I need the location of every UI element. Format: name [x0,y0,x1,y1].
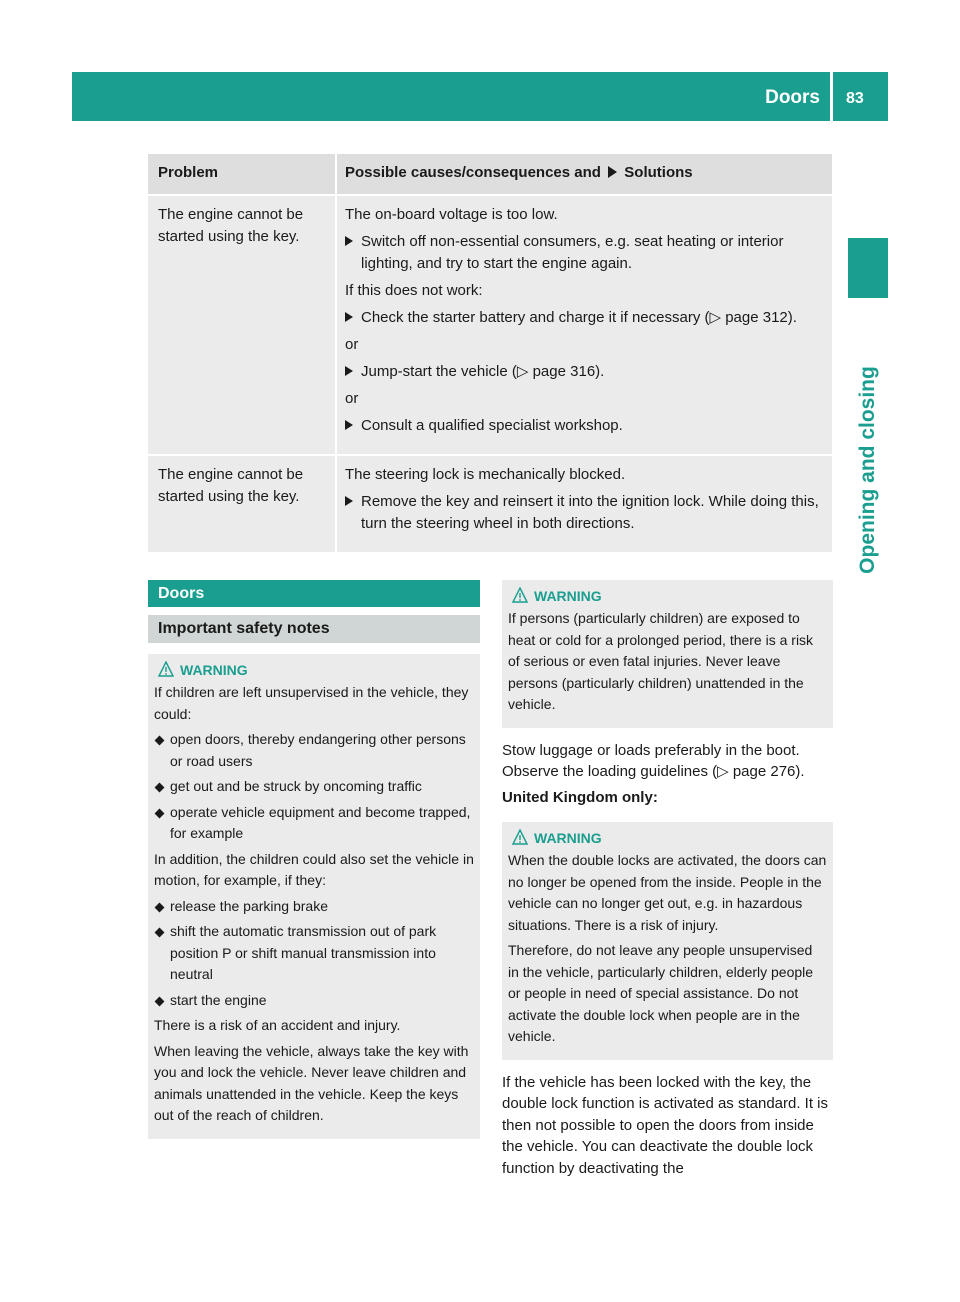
warning-title: WARNING [508,586,827,606]
table-header-problem: Problem [148,154,335,194]
problem-cell: The engine cannot be started using the key. [148,196,335,454]
list-item: operate vehicle equipment and become trapped, for example [154,802,474,845]
bullet-icon [155,996,165,1006]
table-header-solutions: Possible causes/consequences and Solutions [337,154,832,194]
solution-step: Remove the key and reinsert it into the ignition lock. While doing this, turn the steering wheel in both directions. [345,491,826,535]
table-row [148,454,832,552]
problem-cell: The engine cannot be started using the key. [148,456,335,552]
bullet-icon [155,928,165,938]
list-item: open doors, thereby endangering other persons or road users [154,729,474,772]
solution-cell [337,456,832,552]
chapter-label: Opening and closing [856,366,879,574]
bullet-icon [155,808,165,818]
left-column [148,580,480,1139]
or-text: or [345,390,359,407]
solution-step: Consult a qualified specialist workshop. [345,415,826,437]
header-separator [830,72,833,121]
table-header-row [148,154,832,194]
bullet-icon [155,736,165,746]
troubleshooting-table [148,154,832,552]
solution-step: Jump-start the vehicle (▷ page 316). [345,361,826,383]
double-lock-paragraph: If the vehicle has been locked with the key, the double lock function is activated as standard. It is then not possible to open the doors from inside the vehicle. You can deactivate the double lock function by deactivating the [502,1073,829,1177]
warning-box-double-lock [502,822,833,1060]
solution-step: Check the starter battery and charge it if necessary (▷ page 312). [345,307,826,329]
or-text: or [345,336,359,353]
right-column [502,580,833,1183]
list-item: get out and be struck by oncoming traffic [154,776,474,798]
list-item: start the engine [154,990,474,1012]
list-item: shift the automatic transmission out of park position P or shift manual transmission into neutral [154,921,474,986]
warning-text: If persons (particularly children) are exposed to heat or cold for a prolonged period, there is a risk of serious or even fatal injuries. Never leave persons (particularly children) unattended in the vehicle. [508,610,814,712]
cause-text: If this does not work: [345,282,483,299]
action-arrow-icon [345,366,353,376]
warning-box-heat-cold [502,580,833,728]
solution-step: Switch off non-essential consumers, e.g. seat heating or interior lighting, and try to start the engine again. [345,231,826,275]
action-arrow-icon [345,420,353,430]
warning-text: Therefore, do not leave any people unsupervised in the vehicle, particularly children, elderly people or people in need of special assistance. Do not activate the double lock when people are in the vehicle. [508,942,814,1044]
action-arrow-icon [345,236,353,246]
warning-text: When the double locks are activated, the doors can no longer be opened from the inside. People in the vehicle can no longer get out, e.g. in hazardous situations. There is a risk of injury. [508,852,827,933]
action-arrow-icon [345,496,353,506]
warning-triangle-icon [512,829,528,845]
action-arrow-icon [345,312,353,322]
cause-text: The on-board voltage is too low. [345,206,558,223]
warning-advice: When leaving the vehicle, always take the key with you and lock the vehicle. Never leave children and animals unattended in the vehicle. Keep the keys out of the reach of children. [154,1042,469,1123]
luggage-note: Stow luggage or loads preferably in the boot. Observe the loading guidelines (▷ page 276). [502,741,805,780]
warning-risk: There is a risk of an accident and injury. [154,1017,401,1033]
warning-intro: If children are left unsupervised in the vehicle, they could: [154,684,469,722]
bullet-icon [155,783,165,793]
warning-middle: In addition, the children could also set the vehicle in motion, for example, if they: [154,850,474,888]
header-section-title: Doors [765,87,820,108]
warning-title: WARNING [508,828,827,848]
warning-box-children [148,654,480,1139]
warning-title: WARNING [154,660,474,680]
action-arrow-icon [608,166,617,178]
chapter-tab-marker [848,238,888,298]
table-row [148,194,832,454]
cause-text: The steering lock is mechanically blocked. [345,466,626,483]
page-number: 83 [846,90,864,107]
section-heading-doors: Doors [148,580,480,607]
subsection-heading-safety: Important safety notes [148,615,480,643]
list-item: release the parking brake [154,896,474,918]
warning-triangle-icon [158,661,174,677]
bullet-icon [155,902,165,912]
solution-cell [337,196,832,454]
uk-only-heading: United Kingdom only: [502,788,658,806]
warning-triangle-icon [512,587,528,603]
